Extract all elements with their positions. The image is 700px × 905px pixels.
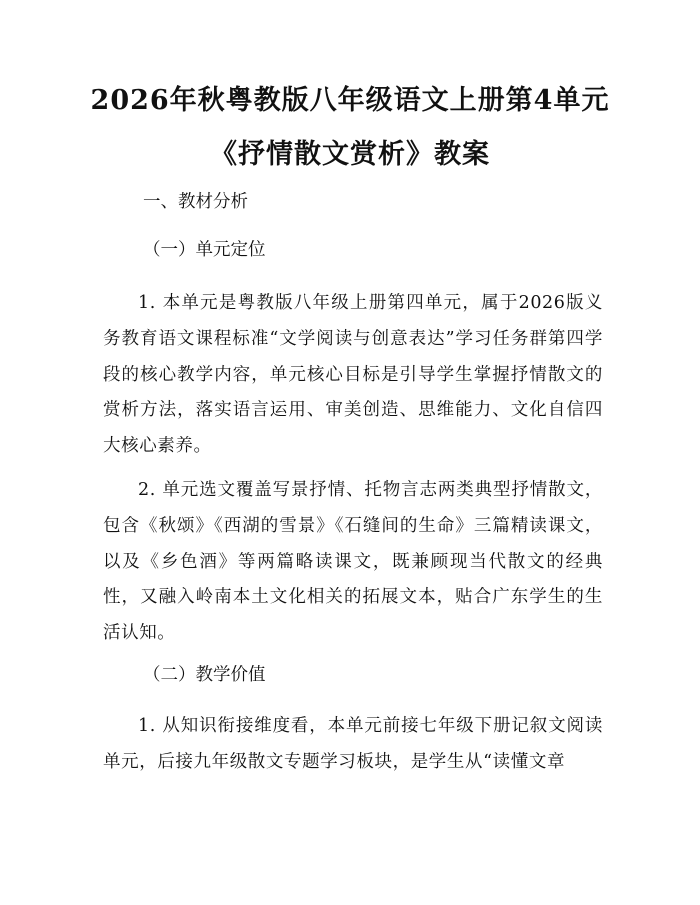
subsection-heading-teaching-value: （二）教学价值 <box>143 665 266 685</box>
paragraph-teaching-value-1: 1. 从知识衔接维度看，本单元前接七年级下册记叙文阅读单元，后接九年级散文专题学习板块，是学生从“读懂文章 <box>103 716 603 772</box>
section-heading-textbook-analysis: 一、教材分析 <box>143 192 248 212</box>
paragraph-unit-positioning-2: 2. 单元选文覆盖写景抒情、托物言志两类典型抒情散文，包含《秋颂》《西湖的雪景》《石缝间的生命》三篇精读课文，以及《乡色酒》等两篇略读课文，既兼顾现当代散文的经典性，又融入岭南本土文化相关的拓展文本，贴合广东学生的生活认知。 <box>103 480 603 644</box>
paragraph-unit-positioning-1: 1. 本单元是粤教版八年级上册第四单元，属于2026版义务教育语文课程标准“文学阅读与创意表达”学习任务群第四学段的核心教学内容，单元核心目标是引导学生掌握抒情散文的赏析方法，落实语言运用、审美创造、思维能力、文化自信四大核心素养。 <box>103 293 603 457</box>
subsection-heading-unit-positioning: （一）单元定位 <box>143 240 266 260</box>
document-title-line-1: 2026年秋粤教版八年级语文上册第4单元 <box>90 85 610 116</box>
document-title-line-2: 《抒情散文赏析》教案 <box>210 139 490 170</box>
